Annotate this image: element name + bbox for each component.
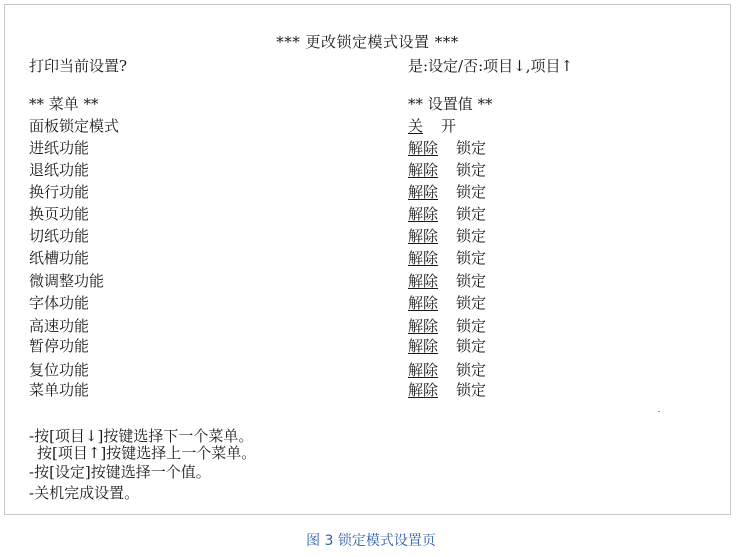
value-header: ** 设置值 ** [408, 95, 493, 113]
unlock-option: 解除 [408, 337, 439, 355]
function-value [408, 319, 486, 334]
printout-page [5, 5, 730, 514]
function-value [408, 185, 486, 200]
column-headers [5, 97, 730, 117]
function-value [408, 163, 486, 178]
function-value [408, 207, 486, 222]
function-label: 暂停功能 [29, 337, 90, 355]
panel-lock-row [5, 119, 730, 139]
lock-option: 锁定 [456, 205, 487, 223]
lock-option: 锁定 [456, 161, 487, 179]
function-label: 复位功能 [29, 361, 90, 379]
figure-caption: 图 3 锁定模式设置页 [306, 533, 436, 549]
function-label: 纸槽功能 [29, 249, 90, 267]
instruction-power-off: -关机完成设置。 [29, 484, 140, 502]
function-row [5, 296, 730, 316]
unlock-option: 解除 [408, 381, 439, 399]
function-value [408, 229, 486, 244]
lock-option: 锁定 [456, 227, 487, 245]
print-prompt-options: 是:设定/否:项目↓,项目↑ [408, 57, 574, 75]
function-value [408, 296, 486, 311]
function-value [408, 274, 486, 289]
function-label: 字体功能 [29, 294, 90, 312]
function-label: 切纸功能 [29, 227, 90, 245]
instruction-prev-menu: 按[项目↑]按键选择上一个菜单。 [37, 444, 257, 462]
panel-lock-label: 面板锁定模式 [29, 117, 120, 135]
lock-option: 锁定 [456, 139, 487, 157]
unlock-option: 解除 [408, 272, 439, 290]
function-row [5, 185, 730, 205]
function-label: 换页功能 [29, 205, 90, 223]
function-label: 换行功能 [29, 183, 90, 201]
unlock-option: 解除 [408, 183, 439, 201]
function-row [5, 163, 730, 183]
lock-option: 锁定 [456, 337, 487, 355]
lock-option: 锁定 [456, 317, 487, 335]
function-row [5, 274, 730, 294]
unlock-option: 解除 [408, 249, 439, 267]
print-speck [658, 411, 660, 412]
unlock-option: 解除 [408, 294, 439, 312]
function-label: 微调整功能 [29, 272, 105, 290]
unlock-option: 解除 [408, 227, 439, 245]
panel-lock-off: 关 [408, 117, 424, 135]
function-row [5, 319, 730, 339]
function-label: 进纸功能 [29, 139, 90, 157]
function-label: 菜单功能 [29, 381, 90, 399]
function-row [5, 251, 730, 271]
function-row [5, 339, 730, 359]
function-value [408, 141, 486, 156]
function-row [5, 383, 730, 403]
lock-option: 锁定 [456, 381, 487, 399]
unlock-option: 解除 [408, 161, 439, 179]
menu-header: ** 菜单 ** [29, 95, 99, 113]
page-title: *** 更改锁定模式设置 *** [276, 33, 459, 51]
print-prompt-label: 打印当前设置? [29, 57, 128, 75]
unlock-option: 解除 [408, 317, 439, 335]
function-value [408, 339, 486, 354]
function-row [5, 229, 730, 249]
unlock-option: 解除 [408, 139, 439, 157]
instruction-next-menu: -按[项目↓]按键选择下一个菜单。 [29, 427, 254, 445]
function-value [408, 251, 486, 266]
lock-option: 锁定 [456, 361, 487, 379]
lock-option: 锁定 [456, 249, 487, 267]
function-row [5, 207, 730, 227]
function-label: 退纸功能 [29, 161, 90, 179]
instruction-select-value: -按[设定]按键选择一个值。 [29, 463, 211, 481]
print-prompt-row [5, 59, 730, 79]
unlock-option: 解除 [408, 205, 439, 223]
unlock-option: 解除 [408, 361, 439, 379]
printout-frame [4, 4, 731, 515]
function-row [5, 141, 730, 161]
function-row [5, 363, 730, 383]
lock-option: 锁定 [456, 294, 487, 312]
function-value [408, 363, 486, 378]
panel-lock-value [408, 119, 456, 134]
lock-option: 锁定 [456, 183, 487, 201]
lock-option: 锁定 [456, 272, 487, 290]
function-value [408, 383, 486, 398]
function-label: 高速功能 [29, 317, 90, 335]
panel-lock-on: 开 [441, 117, 457, 135]
